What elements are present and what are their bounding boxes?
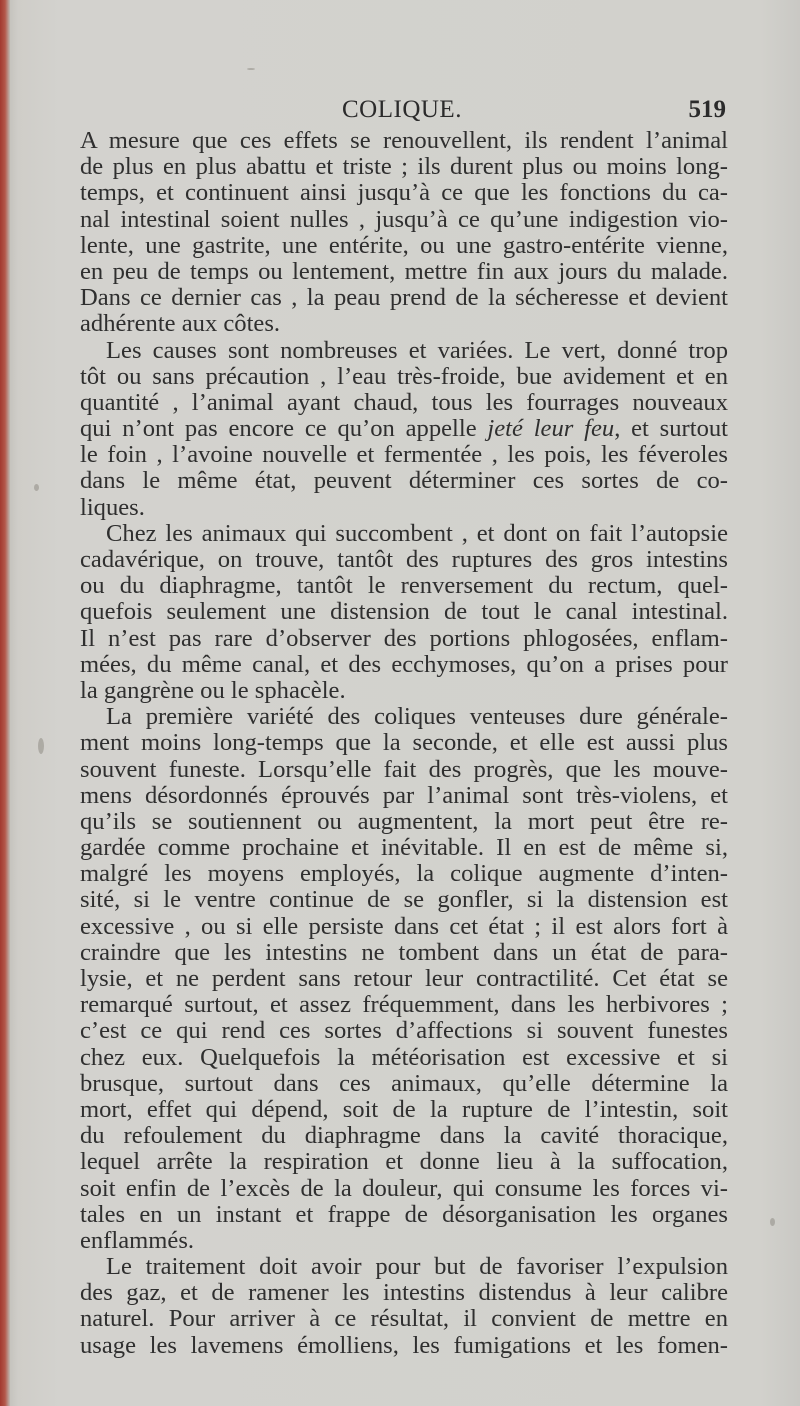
running-title: COLIQUE. bbox=[342, 96, 462, 123]
text-line bbox=[80, 730, 728, 756]
text-line-content: du refoulement du diaphragme dans la cavité thoracique, bbox=[80, 1122, 728, 1150]
text-line bbox=[80, 1254, 728, 1280]
text-line-content: qui n’ont pas encore ce qu’on appelle bbox=[80, 415, 477, 443]
text-line-content: Les causes sont nombreuses et variées. Le vert, donné trop bbox=[106, 336, 728, 364]
text-line-content: liques. bbox=[80, 493, 145, 521]
text-line bbox=[80, 128, 728, 154]
text-line bbox=[80, 1071, 728, 1097]
text-line bbox=[80, 652, 728, 678]
text-line-tail: , et surtout bbox=[614, 415, 728, 443]
text-line bbox=[80, 468, 728, 494]
text-line bbox=[80, 914, 728, 940]
text-line-content: c’est ce qui rend ces sortes d’affections si souvent funestes bbox=[80, 1017, 728, 1045]
text-line-content: nal intestinal soient nulles , jusqu’à ce qu’une indigestion vio- bbox=[80, 205, 728, 233]
body-text bbox=[80, 128, 728, 1359]
text-line bbox=[80, 442, 728, 468]
text-line-content: dans le même état, peuvent déterminer ces sortes de co- bbox=[80, 467, 728, 495]
text-line-content: enflammés. bbox=[80, 1226, 195, 1254]
text-line-content: adhérente aux côtes. bbox=[80, 310, 281, 338]
text-line-content: qu’ils se soutiennent ou augmentent, la mort peut être re- bbox=[80, 807, 728, 835]
text-line bbox=[80, 285, 728, 311]
text-line-content: gardée comme prochaine et inévitable. Il en est de même si, bbox=[80, 834, 728, 862]
text-line bbox=[80, 861, 728, 887]
text-line bbox=[80, 835, 728, 861]
text-line bbox=[80, 233, 728, 259]
text-line bbox=[80, 180, 728, 206]
text-line bbox=[80, 1202, 728, 1228]
text-line bbox=[80, 1045, 728, 1071]
text-line bbox=[80, 338, 728, 364]
text-line bbox=[80, 783, 728, 809]
text-line-content: Dans ce dernier cas , la peau prend de la sécheresse et devient bbox=[80, 284, 728, 312]
text-line-content: temps, et continuent ainsi jusqu’à ce que les fonctions du ca- bbox=[80, 179, 728, 207]
text-line-content: en peu de temps ou lentement, mettre fin aux jours du malade. bbox=[80, 257, 728, 285]
text-line-content: excessive , ou si elle persiste dans cet état ; il est alors fort à bbox=[80, 912, 728, 940]
red-book-edge bbox=[0, 0, 10, 1406]
text-line bbox=[80, 1123, 728, 1149]
text-line bbox=[80, 1280, 728, 1306]
page-number: 519 bbox=[688, 96, 726, 123]
text-line bbox=[80, 940, 728, 966]
text-line-content: La première variété des coliques venteuses dure générale- bbox=[106, 703, 728, 731]
text-line-content: lequel arrête la respiration et donne lieu à la suffocation, bbox=[80, 1148, 728, 1176]
text-line bbox=[80, 599, 728, 625]
text-line-content: Il n’est pas rare d’observer des portions phlogosées, enflam- bbox=[80, 624, 728, 652]
text-line bbox=[80, 966, 728, 992]
paper-speck bbox=[34, 484, 39, 491]
italic-phrase: jeté leur feu bbox=[476, 415, 615, 443]
text-line bbox=[80, 416, 728, 442]
paper-speck bbox=[38, 738, 44, 754]
text-line bbox=[80, 678, 728, 704]
text-line bbox=[80, 259, 728, 285]
text-line bbox=[80, 809, 728, 835]
text-line-content: le foin , l’avoine nouvelle et fermentée , les pois, les féveroles bbox=[80, 441, 728, 469]
paper-speck bbox=[247, 68, 255, 70]
text-line-content: mées, du même canal, et des ecchymoses, qu’on a prises pour bbox=[80, 650, 728, 678]
text-line-content: souvent funeste. Lorsqu’elle fait des progrès, que les mouve- bbox=[80, 755, 728, 783]
text-line-content: des gaz, et de ramener les intestins distendus à leur calibre bbox=[80, 1279, 728, 1307]
text-line-content: brusque, surtout dans ces animaux, qu’elle détermine la bbox=[80, 1069, 728, 1097]
page-header bbox=[80, 96, 726, 130]
text-line bbox=[80, 547, 728, 573]
text-line bbox=[80, 1333, 728, 1359]
text-line-content: quantité , l’animal ayant chaud, tous les fourrages nouveaux bbox=[80, 388, 728, 416]
text-line bbox=[80, 1097, 728, 1123]
text-line-content: ou du diaphragme, tantôt le renversement du rectum, quel- bbox=[80, 572, 728, 600]
text-line bbox=[80, 390, 728, 416]
text-line bbox=[80, 154, 728, 180]
text-line-content: mens désordonnés éprouvés par l’animal sont très-violens, et bbox=[80, 781, 728, 809]
text-line-content: Le traitement doit avoir pour but de favoriser l’expulsion bbox=[106, 1253, 728, 1281]
text-line bbox=[80, 992, 728, 1018]
text-line-content: naturel. Pour arriver à ce résultat, il convient de mettre en bbox=[80, 1305, 728, 1333]
text-line-content: tales en un instant et frappe de désorganisation les organes bbox=[80, 1200, 728, 1228]
text-line bbox=[80, 757, 728, 783]
text-line bbox=[80, 626, 728, 652]
text-line-content: quefois seulement une distension de tout le canal intestinal. bbox=[80, 598, 728, 626]
text-line-content: ment moins long-temps que la seconde, et elle est aussi plus bbox=[80, 729, 728, 757]
text-line-content: malgré les moyens employés, la colique augmente d’inten- bbox=[80, 860, 728, 888]
text-line bbox=[80, 521, 728, 547]
text-line-content: cadavérique, on trouve, tantôt des ruptures des gros intestins bbox=[80, 546, 728, 573]
text-line-content: la gangrène ou le sphacèle. bbox=[80, 676, 346, 704]
text-line-content: remarqué surtout, et assez fréquemment, dans les herbivores ; bbox=[80, 991, 728, 1019]
text-line bbox=[80, 1149, 728, 1175]
text-line-content: usage les lavemens émolliens, les fumigations et les fomen- bbox=[80, 1331, 728, 1359]
text-line-content: lysie, et ne perdent sans retour leur contractilité. Cet état se bbox=[80, 965, 728, 992]
text-line bbox=[80, 311, 728, 337]
text-line bbox=[80, 1018, 728, 1044]
paper-speck bbox=[770, 1218, 775, 1226]
text-line-content: soit enfin de l’excès de la douleur, qui consume les forces vi- bbox=[80, 1174, 728, 1202]
text-line bbox=[80, 573, 728, 599]
text-line-content: chez eux. Quelquefois la météorisation est excessive et si bbox=[80, 1043, 728, 1071]
text-line-content: A mesure que ces effets se renouvellent, ils rendent l’animal bbox=[80, 127, 728, 154]
text-line-content: mort, effet qui dépend, soit de la rupture de l’intestin, soit bbox=[80, 1095, 728, 1123]
text-line bbox=[80, 1228, 728, 1254]
text-line bbox=[80, 495, 728, 521]
text-line bbox=[80, 1306, 728, 1332]
text-line bbox=[80, 1176, 728, 1202]
text-line-content: Chez les animaux qui succombent , et dont on fait l’autopsie bbox=[106, 519, 728, 547]
text-line bbox=[80, 704, 728, 730]
text-line-content: sité, si le ventre continue de se gonfler, si la distension est bbox=[80, 886, 728, 914]
text-line bbox=[80, 887, 728, 913]
text-line bbox=[80, 207, 728, 233]
text-line-content: de plus en plus abattu et triste ; ils durent plus ou moins long- bbox=[80, 153, 728, 181]
text-line-content: craindre que les intestins ne tombent dans un état de para- bbox=[80, 938, 728, 966]
text-line-content: tôt ou sans précaution , l’eau très-froide, bue avidement et en bbox=[80, 362, 728, 390]
text-line bbox=[80, 364, 728, 390]
text-line-content: lente, une gastrite, une entérite, ou une gastro-entérite vienne, bbox=[80, 231, 728, 259]
